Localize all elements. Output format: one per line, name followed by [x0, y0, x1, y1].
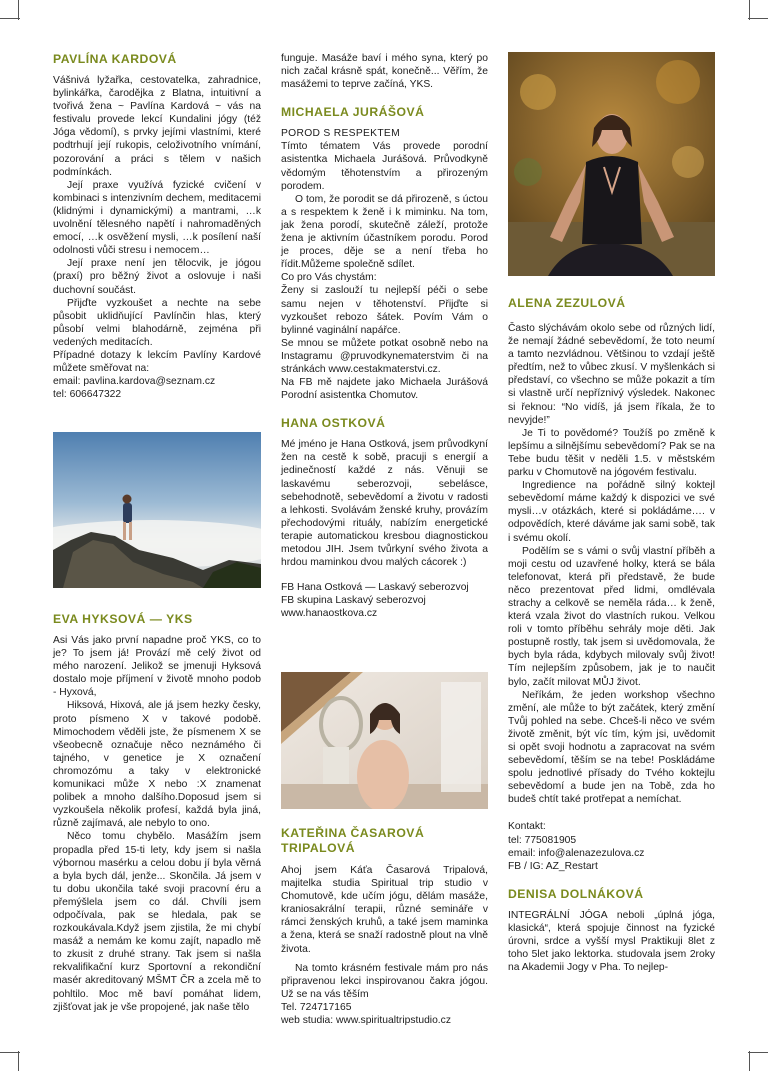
section-heading-hana: HANA OSTKOVÁ	[281, 416, 386, 431]
link-line: FB Hana Ostková — Laskavý seberozvoj	[281, 582, 469, 594]
section-heading-michaela: MICHAELA JURÁŠOVÁ	[281, 105, 425, 120]
paragraph: INTEGRÁLNÍ JÓGA neboli „úplná jóga, klasická“, která spojuje činnost na fyzické úrovni, srdce a vyšší mysl Praktikuji 8let z toho 5let jako lektorka. studovala jsem 2roky na Akademii Jogy v Pha. To nejlep-	[508, 909, 715, 974]
photo-alena-meditation	[508, 52, 715, 276]
column-middle	[281, 52, 488, 620]
paragraph: Vášnivá lyžařka, cestovatelka, zahradnice, bylinkářka, čarodějka z Blatna, intuitivní a tvořivá žena ~ Pavlína Kardová ~ vás na festivalu provede lekcí Kundalini jógy (též Jóga vědomí), s prvky jejími vlastními, které podtrhují její rukopis, celoživotního vnímání, pozorování a práci s tělem v našich podmínkách.	[53, 75, 261, 178]
paragraph: Podělím se s vámi o svůj vlastní příběh a moji cestu od uzavřené holky, která se bála telefonovat, která při představě, že bude něco prezentovat před lidmi, omdlévala strachy a celkově se neměla ráda… k ženě, která vzala život do vlastních rukou. Velkou roli v tomto příběhu sehrály moje děti. Jak postupně rostly, tak jsem si uvědomovala, že bych byla ráda, kdybych milovaly svůj život! Tím nejlepším způsobem, jak je to naučit bylo, začít milovat MŮJ život.	[508, 545, 715, 688]
contact-web: web studia: www.spiritualtripstudio.cz	[281, 1015, 451, 1027]
subtitle: POROD S RESPEKTEM	[281, 128, 400, 140]
paragraph: Často slýchávám okolo sebe od různých lidí, že nemají žádné sebevědomí, že toto neumí a tamto nezvládnou. Většinou to vzdají ještě předtím, než to vůbec zkusí. V myšlenkách si představí, co všechno se může pokazit a tím si vlastně určí nepříznivý výsledek. Nakonec si řeknou: “No vidíš, já jsem říkala, že to nevyjde!”	[508, 323, 715, 426]
crop-mark	[749, 0, 750, 20]
paragraph: Co pro Vás chystám:	[281, 272, 377, 284]
crop-mark	[18, 1051, 19, 1071]
contact-email: email: pavlina.kardova@seznam.cz	[53, 376, 216, 388]
paragraph: Hiksová, Hixová, ale já jsem hezky česky, proto písmeno X v takové podobě. Mimochodem věděli jste, že písmenem X se všeobecně označuje něco neznámého či tajného, v genetice je X označení chromozómu a taky v elektronické komunikaci může X nebo :X znamenat polibek a mnoho dalšího.Doposud jsem si vyzkoušela několik profesí, každá byla jiná, různě zajímavá, ale nebylo to ono.	[53, 700, 261, 830]
paragraph: Mé jméno je Hana Ostková, jsem průvodkyní žen na cestě k sobě, pracuji s energií a jedinečností každé z nás. Věnuji se laskavému seberozvoji, sebelásce, sebehodnotě, sebevědomí a životu v radosti a lehkosti. Svolávám ženské kruhy, provázím přechodovými rituály, nabízím energetické terapie automatickou kresbou diagnostickou metodou JIH. Jsem tvůrkyní svého života a hrdou maminkou dvou malých cácorek :)	[281, 439, 488, 569]
column-middle-lower	[281, 826, 488, 1027]
contact-social: FB / IG: AZ_Restart	[508, 860, 598, 872]
paragraph: Ahoj jsem Káťa Časarová Tripalová, majitelka studia Spiritual trip studio v Chomutově, kde učím jógu, dělám masáže, kraniosakrální terapii, různé semináře v rámci ženských kruhů, a také jsem maminka a žena, která se snaží radostně plout na vlně života.	[281, 865, 488, 955]
crop-mark	[0, 1052, 20, 1053]
crop-mark	[748, 18, 768, 19]
crop-mark	[18, 0, 19, 20]
link-line: FB skupina Laskavý seberozvoj	[281, 595, 426, 607]
crop-mark	[749, 1051, 750, 1071]
contact-phone: tel: 606647322	[53, 389, 122, 401]
paragraph: Se mnou se můžete potkat osobně nebo na Instagramu @pruvodkynematerstvim či na stránkách www.cestakmaterstvi.cz.	[281, 337, 488, 375]
paragraph: Ženy si zaslouží tu nejlepší péči o sebe samu nejen v těhotenství. Přijďte si vyzkoušet rebozo šátek. Povím Vám o bylinné vaginální napářce.	[281, 285, 488, 336]
section-heading-denisa: DENISA DOLNÁKOVÁ	[508, 886, 644, 901]
section-heading-pavlina: PAVLÍNA KARDOVÁ	[53, 52, 177, 66]
crop-mark	[0, 18, 20, 19]
paragraph: Něco tomu chybělo. Masážím jsem propadla před 15-ti lety, kdy jsem si našla výbornou masérku a celou dobu jí byla věrná a byla bych dál, jenže... Skončila. Já jsem v tu dobu ukončila také svoji pracovní éru a přemýšlela jsem co dál. Chvíli jsem odpočívala, pak se hledala, pak se rozkoukávala.Když jsem zjistila, že mi chybí masáž a nemám ke komu zajít, napadlo mě to zkusit z druhé strany. Tak jsem si našla rekvalifikační kurz Sportovní a rekondiční masér akreditovaný MŠMT ČR a zcela mě to pohltilo. Moc mě baví pomáhat lidem, zjišťovat jak je vše propojené, jak naše tělo	[53, 831, 261, 1013]
column-right	[508, 296, 715, 974]
photo-katerina-indoors	[281, 672, 488, 809]
paragraph: Její praxe využívá fyzické cvičení v kombinaci s intenzivním dechem, meditacemi (klidnými i dynamickými) a mantrami, …k uvolnění tělesného napětí i nahromaděných emocí, …k osvěžení mysli, …k posílení naší odolnosti vůči stresu i nemocem…	[53, 179, 261, 257]
paragraph: Neříkám, že jeden workshop všechno změní, ale může to být začátek, který změní Tvůj pohled na sebe. Chceš-li něco ve svém životě změnit, být víc tím, kým jsi, uvědomit si opět svoji hodnotu a zapracovat na svém sebevědomí, těším se na tebe! Poskládáme spolu jednotlivé přísady do Tvého koktejlu sebevědomí a bude jen na Tobě, zda ho budeš chtít také protřepat a nemíchat.	[508, 689, 715, 806]
contact-phone: Tel. 724717165	[281, 1001, 352, 1013]
column-left	[53, 52, 261, 401]
link-line: www.hanaostkova.cz	[281, 608, 378, 620]
photo-mountain-cliff	[53, 432, 261, 588]
contact-phone: tel: 775081905	[508, 834, 577, 846]
paragraph: Tímto tématem Vás provede porodní asistentka Michaela Jurášová. Průvodkyně vědomým těhotenstvím a přirozeným porodem.	[281, 141, 488, 192]
paragraph: Je Ti to povědomé? Toužíš po změně k lepšímu a silnějšímu sebevědomí? Pak se na Tebe budu těšit v neděli 1.5. v městském parku v Chomutově na jógovém festivalu.	[508, 427, 715, 479]
contact-email: email: info@alenazezulova.cz	[508, 847, 645, 859]
section-heading-alena: ALENA ZEZULOVÁ	[508, 296, 626, 310]
section-heading-eva: EVA HYKSOVÁ — YKS	[53, 612, 193, 626]
paragraph: Na tomto krásném festivale mám pro nás připravenou lekci inspirovanou čakra jógou. Už se na vás těším	[281, 962, 488, 1000]
paragraph: Její praxe není jen tělocvik, je jógou (praxí) pro běžný život a oslovuje i naši duchovní součást.	[53, 258, 261, 296]
contact-label: Kontakt:	[508, 821, 546, 833]
column-left-lower	[53, 612, 261, 1014]
crop-mark	[748, 1052, 768, 1053]
section-heading-katerina: KATEŘINA ČASAROVÁ TRIPALOVÁ	[281, 826, 425, 855]
paragraph: Přijďte vyzkoušet a nechte na sebe působit uklidňující Pavlínčin hlas, který působí velmi blahodárně, zejména při vedených meditacích.	[53, 297, 261, 348]
paragraph: Asi Vás jako první napadne proč YKS, co to je? To jsem já! Provází mě celý život od mého narození. Jelikož se jmenuji Hyksová dostalo moje příjmení v životě mnoho podob - Hyxová,	[53, 635, 261, 699]
paragraph: funguje. Masáže baví i mého syna, který po nich začal krásně spát, konečně... Věřím, že masážemi to teprve začíná, YKS.	[281, 53, 488, 91]
paragraph: O tom, že porodit se dá přirozeně, s úctou a s respektem k ženě i k miminku. Na tom, jak žena porodí, skutečně záleží, protože žena je aktivním účastníkem porodu. Porod je proces, děje se a není třeba ho řídit.Můžeme společně sdílet.	[281, 193, 488, 271]
paragraph: Případné dotazy k lekcím Pavlíny Kardové můžete směřovat na:	[53, 349, 261, 375]
paragraph: Na FB mě najdete jako Michaela Jurášová Porodní asistentka Chomutov.	[281, 377, 488, 402]
paragraph: Ingredience na pořádně silný koktejl sebevědomí máme každý k dispozici ve své mysli…v otázkách, které si pokládáme…. v odpovědích, které dáváme jak sami sobě, tak i svému okolí.	[508, 480, 715, 544]
